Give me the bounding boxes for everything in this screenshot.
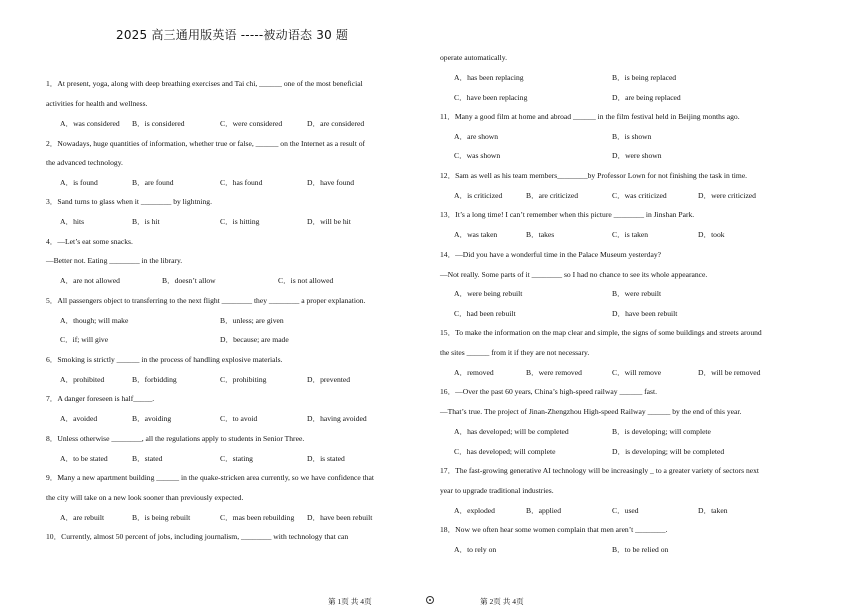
q12-option-c: C．was criticized <box>612 191 667 200</box>
q7-option-c: C．to avoid <box>220 414 258 423</box>
question-16-text: 16．—Over the past 60 years, China’s high-speed railway ______ fast. <box>440 387 658 396</box>
q9-option-c: C．mas been rebuilding <box>220 513 295 522</box>
q3-option-d: D．will be hit <box>307 217 351 226</box>
q1-option-d: D．are considered <box>307 119 365 128</box>
q2-option-d: D．have found <box>307 178 355 187</box>
q7-option-a: A．avoided <box>60 414 98 423</box>
q17-option-b: B．applied <box>526 506 562 515</box>
q11-option-b: B．is shown <box>612 132 652 141</box>
question-14-text: 14．—Did you have a wonderful time in the Palace Museum yesterday? <box>440 250 662 259</box>
q6-option-d: D．prevented <box>307 375 351 384</box>
q13-option-c: C．is taken <box>612 230 649 239</box>
q15-option-c: C．will remove <box>612 368 662 377</box>
q6-option-b: B．forbidding <box>132 375 177 384</box>
q9-option-a: A．are rebuilt <box>60 513 105 522</box>
q11-option-d: D．were shown <box>612 151 662 160</box>
question-9-text-cont: the city will take on a new look sooner than previously expected. <box>46 493 244 502</box>
q5-option-c: C．if; will give <box>60 335 109 344</box>
question-6-text: 6．Smoking is strictly ______ in the process of handling explosive materials. <box>46 355 283 364</box>
question-4-text: 4．—Let’s eat some snacks. <box>46 237 133 246</box>
q4-option-a: A．are not allowed <box>60 276 120 285</box>
q12-option-b: B．are criticized <box>526 191 579 200</box>
question-15-text-cont: the sites ______ from it if they are not necessary. <box>440 348 590 357</box>
question-16-text-cont: —That’s true. The project of Jinan-Zhengzhou High-speed Railway ______ by the end of this year. <box>440 407 742 416</box>
question-14-text-cont: —Not really. Some parts of it ________ so I had no chance to see its whole appearance. <box>440 270 708 279</box>
q8-option-b: B．stated <box>132 454 163 463</box>
q3-option-c: C．is hitting <box>220 217 260 226</box>
question-8-text: 8．Unless otherwise ________, all the regulations apply to students in Senior Three. <box>46 434 305 443</box>
question-1-text: 1．At present, yoga, along with deep breathing exercises and Tai chi, ______ one of the most beneficial <box>46 79 363 88</box>
q10-option-a: A．has been replacing <box>454 73 524 82</box>
q4-option-b: B．doesn’t allow <box>162 276 216 285</box>
q6-option-a: A．prohibited <box>60 375 105 384</box>
q14-option-c: C．had been rebuilt <box>454 309 516 318</box>
q8-option-c: C．stating <box>220 454 253 463</box>
q18-option-a: A．to rely on <box>454 545 497 554</box>
page-number-left: 第 1页 共 4页 <box>328 597 372 606</box>
q16-option-b: B．is developing; will complete <box>612 427 711 436</box>
question-17-text: 17．The fast-growing generative AI technology will be increasingly _ to a greater variety of sectors next <box>440 466 760 475</box>
q4-option-c: C．is not allowed <box>278 276 334 285</box>
q15-option-b: B．were removed <box>526 368 582 377</box>
ring-icon <box>426 596 434 604</box>
q2-option-a: A．is found <box>60 178 98 187</box>
q5-option-b: B．unless; are given <box>220 316 284 325</box>
q13-option-a: A．was taken <box>454 230 498 239</box>
q5-option-a: A．though; will make <box>60 316 129 325</box>
question-9-text: 9．Many a new apartment building ______ in the quake-stricken area currently, so we have confidence that <box>46 473 375 482</box>
q5-option-d: D．because; are made <box>220 335 289 344</box>
q1-option-b: B．is considered <box>132 119 185 128</box>
question-11-text: 11．Many a good film at home and abroad ______ in the film festival held in Beijing months ago. <box>440 112 740 121</box>
question-17-text-cont: year to upgrade traditional industries. <box>440 486 554 495</box>
q2-option-c: C．has found <box>220 178 263 187</box>
q3-option-a: A．hits <box>60 217 85 226</box>
q7-option-b: B．avoiding <box>132 414 172 423</box>
q11-option-c: C．was shown <box>454 151 501 160</box>
question-3-text: 3．Sand turns to glass when it ________ by lightning. <box>46 197 213 206</box>
q18-option-b: B．to be relied on <box>612 545 669 554</box>
q17-option-c: C．used <box>612 506 639 515</box>
question-18-text: 18．Now we often hear some women complain that men aren’t ________. <box>440 525 668 534</box>
page-number-right: 第 2页 共 4页 <box>480 597 524 606</box>
question-15-text: 15．To make the information on the map clear and simple, the signs of some buildings and streets around <box>440 328 762 337</box>
q2-option-b: B．are found <box>132 178 174 187</box>
q12-option-d: D．were criticized <box>698 191 756 200</box>
page-title: 2025 高三通用版英语 -----被动语态 30 题 <box>116 28 349 42</box>
q16-option-d: D．is developing; will be completed <box>612 447 725 456</box>
q10-option-b: B．is being replaced <box>612 73 677 82</box>
question-1-text-cont: activities for health and wellness. <box>46 99 148 108</box>
q15-option-d: D．will be removed <box>698 368 761 377</box>
question-10-text: 10．Currently, almost 50 percent of jobs, including journalism, ________ with technology that can <box>46 532 349 541</box>
q11-option-a: A．are shown <box>454 132 499 141</box>
question-12-text: 12．Sam as well as his team members________by Professor Lown for not finishing the task in time. <box>440 171 748 180</box>
q14-option-d: D．have been rebuilt <box>612 309 678 318</box>
q16-option-a: A．has developed; will be completed <box>454 427 569 436</box>
question-7-text: 7．A danger foreseen is half_____. <box>46 394 155 403</box>
question-2-text: 2．Nowadays, huge quantities of information, whether true or false, ______ on the Internet as a result of <box>46 139 366 148</box>
question-5-text: 5．All passengers object to transferring to the next flight ________ they ________ a proper explanation. <box>46 296 366 305</box>
q15-option-a: A．removed <box>454 368 494 377</box>
q13-option-b: B．takes <box>526 230 555 239</box>
q13-option-d: D．took <box>698 230 725 239</box>
q7-option-d: D．having avoided <box>307 414 367 423</box>
q14-option-b: B．were rebuilt <box>612 289 662 298</box>
q10-option-c: C．have been replacing <box>454 93 528 102</box>
question-10-text-cont: operate automatically. <box>440 53 507 62</box>
q1-option-c: C．were considered <box>220 119 283 128</box>
q17-option-d: D．taken <box>698 506 728 515</box>
question-13-text: 13．It’s a long time! I can’t remember when this picture ________ in Jinshan Park. <box>440 210 695 219</box>
q9-option-d: D．have been rebuilt <box>307 513 373 522</box>
q6-option-c: C．prohibiting <box>220 375 267 384</box>
q10-option-d: D．are being replaced <box>612 93 681 102</box>
q8-option-a: A．to be stated <box>60 454 108 463</box>
q8-option-d: D．is stated <box>307 454 345 463</box>
q16-option-c: C．has developed; will complete <box>454 447 556 456</box>
q1-option-a: A．was considered <box>60 119 120 128</box>
q9-option-b: B．is being rebuilt <box>132 513 191 522</box>
q3-option-b: B．is hit <box>132 217 160 226</box>
q17-option-a: A．exploded <box>454 506 495 515</box>
question-2-text-cont: the advanced technology. <box>46 158 123 167</box>
q14-option-a: A．were being rebuilt <box>454 289 523 298</box>
q12-option-a: A．is criticized <box>454 191 503 200</box>
question-4-text-cont: —Better not. Eating ________ in the library. <box>46 256 183 265</box>
